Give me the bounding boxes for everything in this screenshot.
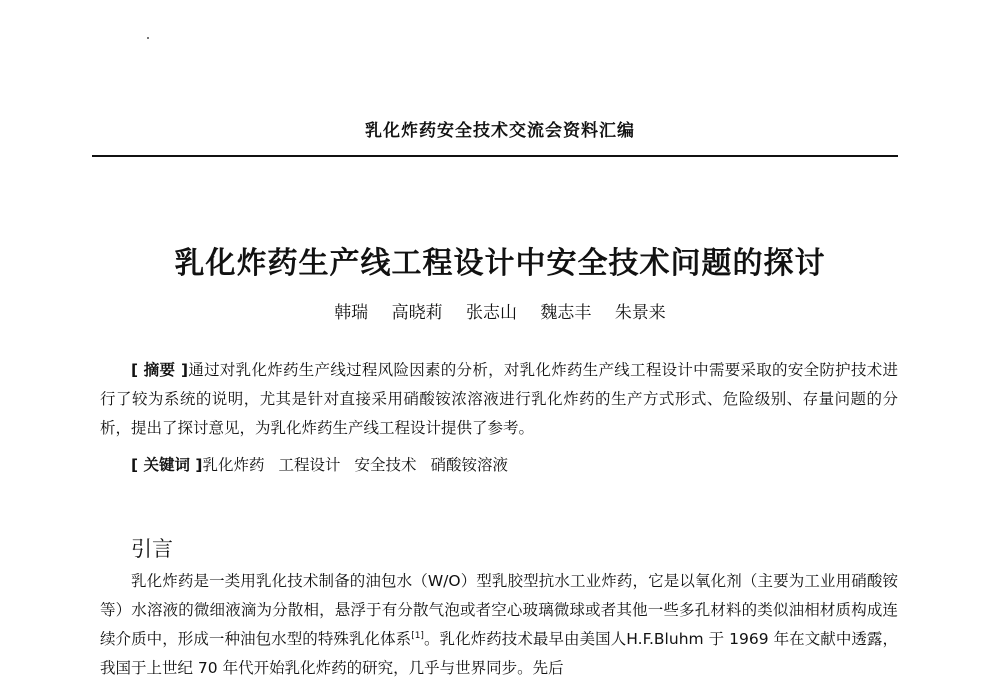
author-name: 张志山 xyxy=(466,303,517,323)
keyword: 硝酸铵溶液 xyxy=(430,456,509,474)
keywords-line xyxy=(131,453,522,475)
body-paragraph xyxy=(100,567,898,683)
author-name: 魏志丰 xyxy=(540,303,592,323)
scan-speck xyxy=(147,37,149,39)
running-header: 乳化炸药安全技术交流会资料汇编 xyxy=(365,121,635,141)
author-name: 朱景来 xyxy=(614,303,666,323)
keyword: 安全技术 xyxy=(354,456,417,474)
keyword: 乳化炸药 xyxy=(202,456,265,474)
section-heading: 引言 xyxy=(131,537,173,561)
author-list xyxy=(0,298,1000,323)
abstract-label: [ 摘要 ] xyxy=(131,361,189,379)
abstract-text: 通过对乳化炸药生产线过程风险因素的分析，对乳化炸药生产线工程设计中需要采取的安全防护技术进行了较为系统的说明，尤其是针对直接采用硝酸铵浓溶液进行乳化炸药的生产方式形式、危险级别、存量问题的分析，提出了探讨意见，为乳化炸药生产线工程设计提供了参考。 xyxy=(100,361,898,437)
body-text-part2: 。乳化炸药技术最早由美国人H.F.Bluhm 于 1969 年在文献中透露，我国于上世纪 70 年代开始乳化炸药的研究，几乎与世界同步。先后 xyxy=(100,630,898,677)
citation-marker: [1] xyxy=(411,630,424,641)
keyword: 工程设计 xyxy=(278,456,341,474)
body-text-part1: 乳化炸药是一类用乳化技术制备的油包水（W/O）型乳胶型抗水工业炸药，它是以氧化剂（主要为工业用硝酸铵等）水溶液的微细液滴为分散相，悬浮于有分散气泡或者空心玻璃微球或者其他一些多孔材料的类似油相材质构成连续介质中，形成一种油包水型的特殊乳化体系 xyxy=(100,572,898,648)
author-name: 高晓莉 xyxy=(391,303,443,323)
author-name: 韩瑞 xyxy=(334,303,369,323)
abstract-paragraph xyxy=(100,356,898,443)
keywords-label: [ 关键词 ] xyxy=(131,456,203,474)
article-title: 乳化炸药生产线工程设计中安全技术问题的探讨 xyxy=(174,246,826,281)
header-divider xyxy=(92,155,898,157)
